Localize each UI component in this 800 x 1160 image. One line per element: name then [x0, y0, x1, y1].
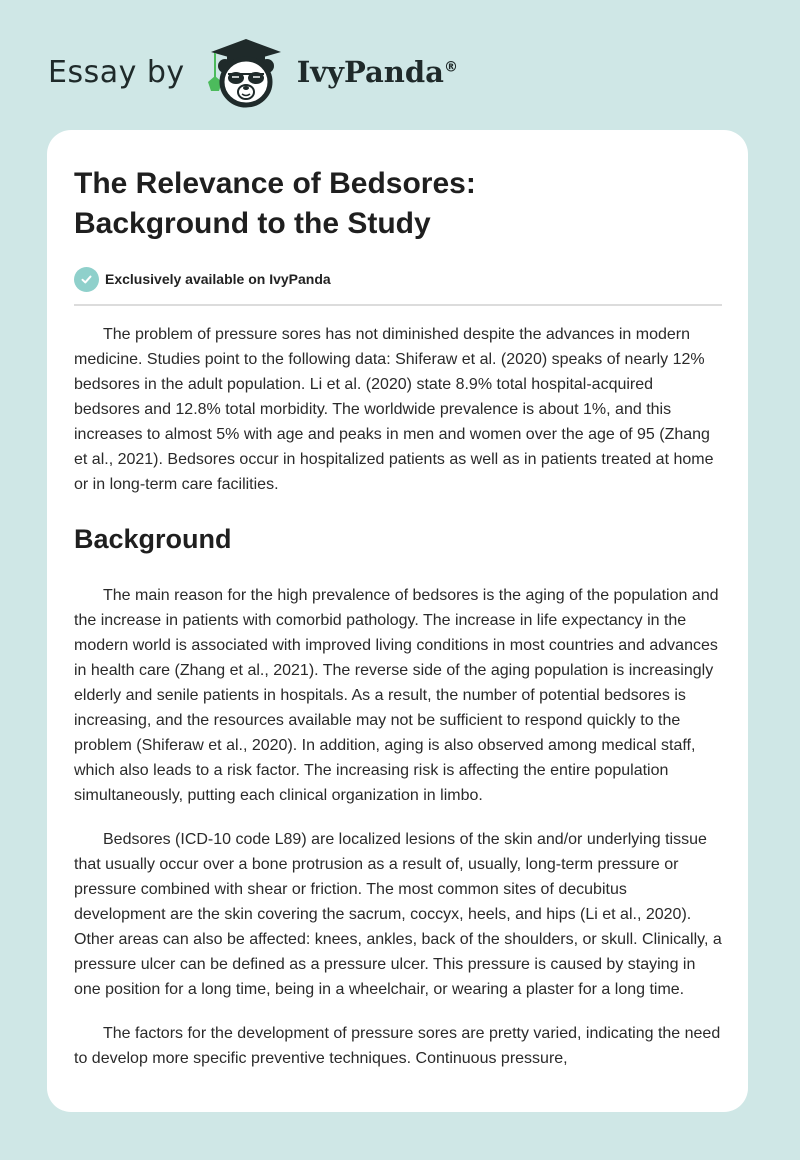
body-paragraph: Bedsores (ICD-10 code L89) are localized lesions of the skin and/or underlying tissue that usually occur over a bone protrusion as a result of, usually, long-term pressure or pressure combined with shear or friction. The most common sites of decubitus development are the skin covering the sacrum, coccyx, heels, and hips (Li et al., 2020). Other areas can also be affected: knees, ankles, back of the shoulders, or skull. Clinically, a pressure ulcer can be defined as a pressure ulcer. This pressure is caused by staying in one position for a long time, being in a wheelchair, or wearing a plaster for a long time.: [74, 831, 722, 998]
body-paragraph: The main reason for the high prevalence of bedsores is the aging of the population and the increase in patients with comorbid pathology. The increase in life expectancy in the modern world is associated with improved living conditions in most countries and advances in health care (Zhang et al., 2021). The reverse side of the aging population is increasingly elderly and senile patients in hospitals. As a result, the number of potential bedsores is increasing, and the resources available may not be sufficient to respond quickly to the problem (Shiferaw et al., 2020). In addition, aging is also observed among medical staff, which also leads to a risk factor. The increasing risk is affecting the entire population simultaneously, putting each clinical organization in limbo.: [74, 587, 719, 804]
brand-name-text: IvyPanda: [296, 55, 444, 89]
title-line-1: The Relevance of Bedsores:: [74, 167, 476, 200]
intro-paragraph: The problem of pressure sores has not diminished despite the advances in modern medicine. Studies point to the following data: Shiferaw et al. (2020) speaks of nearly 12% bedsores in the adult population. Li et al. (2020) state 8.9% total hospital-acquired bedsores and 12.8% total morbidity. The worldwide prevalence is about 1%, and this increases to almost 5% with age and peaks in men and women over the age of 95 (Zhang et al., 2021). Bedsores occur in hospitalized patients as well as in patients treated at home or in long-term care facilities.: [74, 326, 714, 493]
panda-graduate-icon[interactable]: [203, 36, 289, 108]
registered-mark: ®: [443, 59, 458, 76]
page-title: [74, 164, 722, 244]
brand-prefix: Essay by: [48, 54, 185, 90]
site-header: [48, 36, 458, 108]
exclusive-badge: [74, 266, 722, 292]
check-circle-icon: [74, 267, 99, 292]
body-paragraph: The factors for the development of pressure sores are pretty varied, indicating the need to develop more specific preventive techniques. Continuous pressure,: [74, 1025, 721, 1067]
exclusive-label: Exclusively available on IvyPanda: [105, 271, 331, 287]
section-heading-background: Background: [74, 524, 232, 554]
essay-card: [47, 130, 748, 1112]
brand-name[interactable]: [297, 55, 458, 89]
title-line-2: Background to the Study: [74, 207, 431, 240]
divider: [74, 304, 722, 306]
